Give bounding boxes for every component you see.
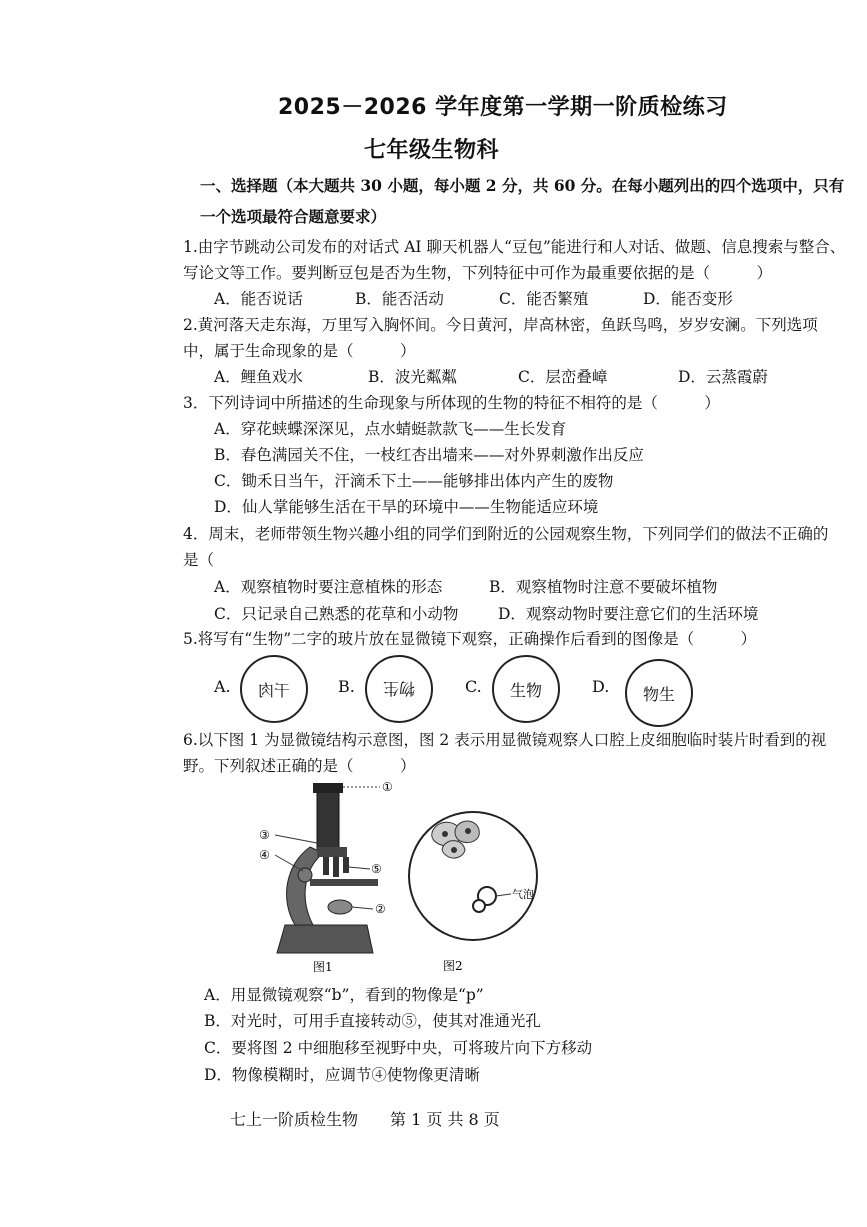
q4-option-c: C．只记录自己熟悉的花草和小动物 xyxy=(214,605,459,623)
q5-label-b: B. xyxy=(338,677,355,696)
fig2-label: 图2 xyxy=(443,959,463,973)
page-title: 2025－2026 学年度第一学期一阶质检练习 xyxy=(278,95,728,120)
section-heading-line1: 一、选择题（本大题共 30 小题，每小题 2 分，共 60 分。在每小题列出的四个选项中，只有 xyxy=(200,176,845,195)
q2-option-c: C．层峦叠嶂 xyxy=(518,368,608,386)
q3-option-a: A．穿花蛱蝶深深见，点水蜻蜓款款飞——生长发育 xyxy=(214,420,567,438)
q6-option-a: A．用显微镜观察“b”，看到的物像是“p” xyxy=(204,986,484,1004)
q6-option-c: C．要将图 2 中细胞移至视野中央，可将玻片向下方移动 xyxy=(204,1039,593,1057)
q2-option-b: B．波光粼粼 xyxy=(368,368,457,386)
q1-line1: 1.由字节跳动公司发布的对话式 AI 聊天机器人“豆包”能进行和人对话、做题、信息搜索与整合、 xyxy=(183,238,846,256)
q5-image-a xyxy=(240,655,308,723)
q4-line2: 是（ xyxy=(183,551,215,569)
q5-label-d: D. xyxy=(592,677,610,696)
q2-option-a: A．鲤鱼戏水 xyxy=(214,368,303,386)
q4-option-b: B．观察植物时注意不要破坏植物 xyxy=(489,578,718,596)
q2-line2: 中，属于生命现象的是（ ） xyxy=(183,342,416,360)
marker-3: ③ xyxy=(259,828,270,842)
q1-line2: 写论文等工作。要判断豆包是否为生物，下列特征中可作为最重要依据的是（ ） xyxy=(183,264,773,282)
q6-line1: 6.以下图 1 为显微镜结构示意图，图 2 表示用显微镜观察人口腔上皮细胞临时装片时看到的视 xyxy=(183,731,827,749)
page-footer: 七上一阶质检生物 第 1 页 共 8 页 xyxy=(230,1110,500,1129)
q5-image-d-text: 物生 xyxy=(642,684,675,704)
marker-4: ④ xyxy=(259,848,270,862)
fig1-label: 图1 xyxy=(313,960,333,974)
q4-option-d: D．观察动物时要注意它们的生活环境 xyxy=(498,605,759,623)
q5-image-b-text: 物生 xyxy=(382,678,415,698)
q2-option-d: D．云蒸霞蔚 xyxy=(678,368,768,386)
q1-option-c: C．能否繁殖 xyxy=(499,290,589,308)
q1-option-d: D．能否变形 xyxy=(643,290,733,308)
q4-line1: 4．周末，老师带领生物兴趣小组的同学们到附近的公园观察生物，下列同学们的做法不正确的 xyxy=(183,525,829,543)
q5-image-a-text: 干肉 xyxy=(257,680,290,700)
q5-line1: 5.将写有“生物”二字的玻片放在显微镜下观察，正确操作后看到的图像是（ ） xyxy=(183,630,757,648)
q6-option-d: D．物像模糊时，应调节④使物像更清晰 xyxy=(204,1066,480,1084)
q6-option-b: B．对光时，可用手直接转动⑤，使其对准通光孔 xyxy=(204,1012,541,1030)
marker-1: ① xyxy=(382,780,393,794)
q1-option-a: A．能否说话 xyxy=(214,290,303,308)
q4-option-a: A．观察植物时要注意植株的形态 xyxy=(214,578,443,596)
field-of-view-figure xyxy=(405,798,545,973)
bubble-label: 气泡 xyxy=(512,888,534,901)
q5-image-c-text: 生物 xyxy=(509,680,542,700)
page-subtitle: 七年级生物科 xyxy=(364,138,500,163)
q5-label-c: C. xyxy=(465,677,482,696)
marker-5: ⑤ xyxy=(371,862,382,876)
q1-option-b: B．能否活动 xyxy=(355,290,444,308)
q3-option-d: D．仙人掌能够生活在干旱的环境中——生物能适应环境 xyxy=(214,498,599,516)
marker-2: ② xyxy=(375,902,386,916)
section-heading-line2: 一个选项最符合题意要求） xyxy=(200,207,387,226)
q5-image-b xyxy=(365,655,433,723)
q3-option-b: B．春色满园关不住，一枝红杏出墙来——对外界刺激作出反应 xyxy=(214,446,644,464)
q3-line1: 3．下列诗词中所描述的生命现象与所体现的生物的特征不相符的是（ ） xyxy=(183,394,720,412)
q3-option-c: C．锄禾日当午，汗滴禾下土——能够排出体内产生的废物 xyxy=(214,472,614,490)
q5-image-d xyxy=(625,659,693,727)
q2-line1: 2.黄河落天走东海，万里写入胸怀间。今日黄河，岸高林密，鱼跃鸟鸣，岁岁安澜。下列选项 xyxy=(183,316,818,334)
q5-image-c xyxy=(492,655,560,723)
microscope-figure xyxy=(255,775,405,975)
q5-label-a: A. xyxy=(214,677,231,696)
q6-line2: 野。下列叙述正确的是（ ） xyxy=(183,757,416,775)
